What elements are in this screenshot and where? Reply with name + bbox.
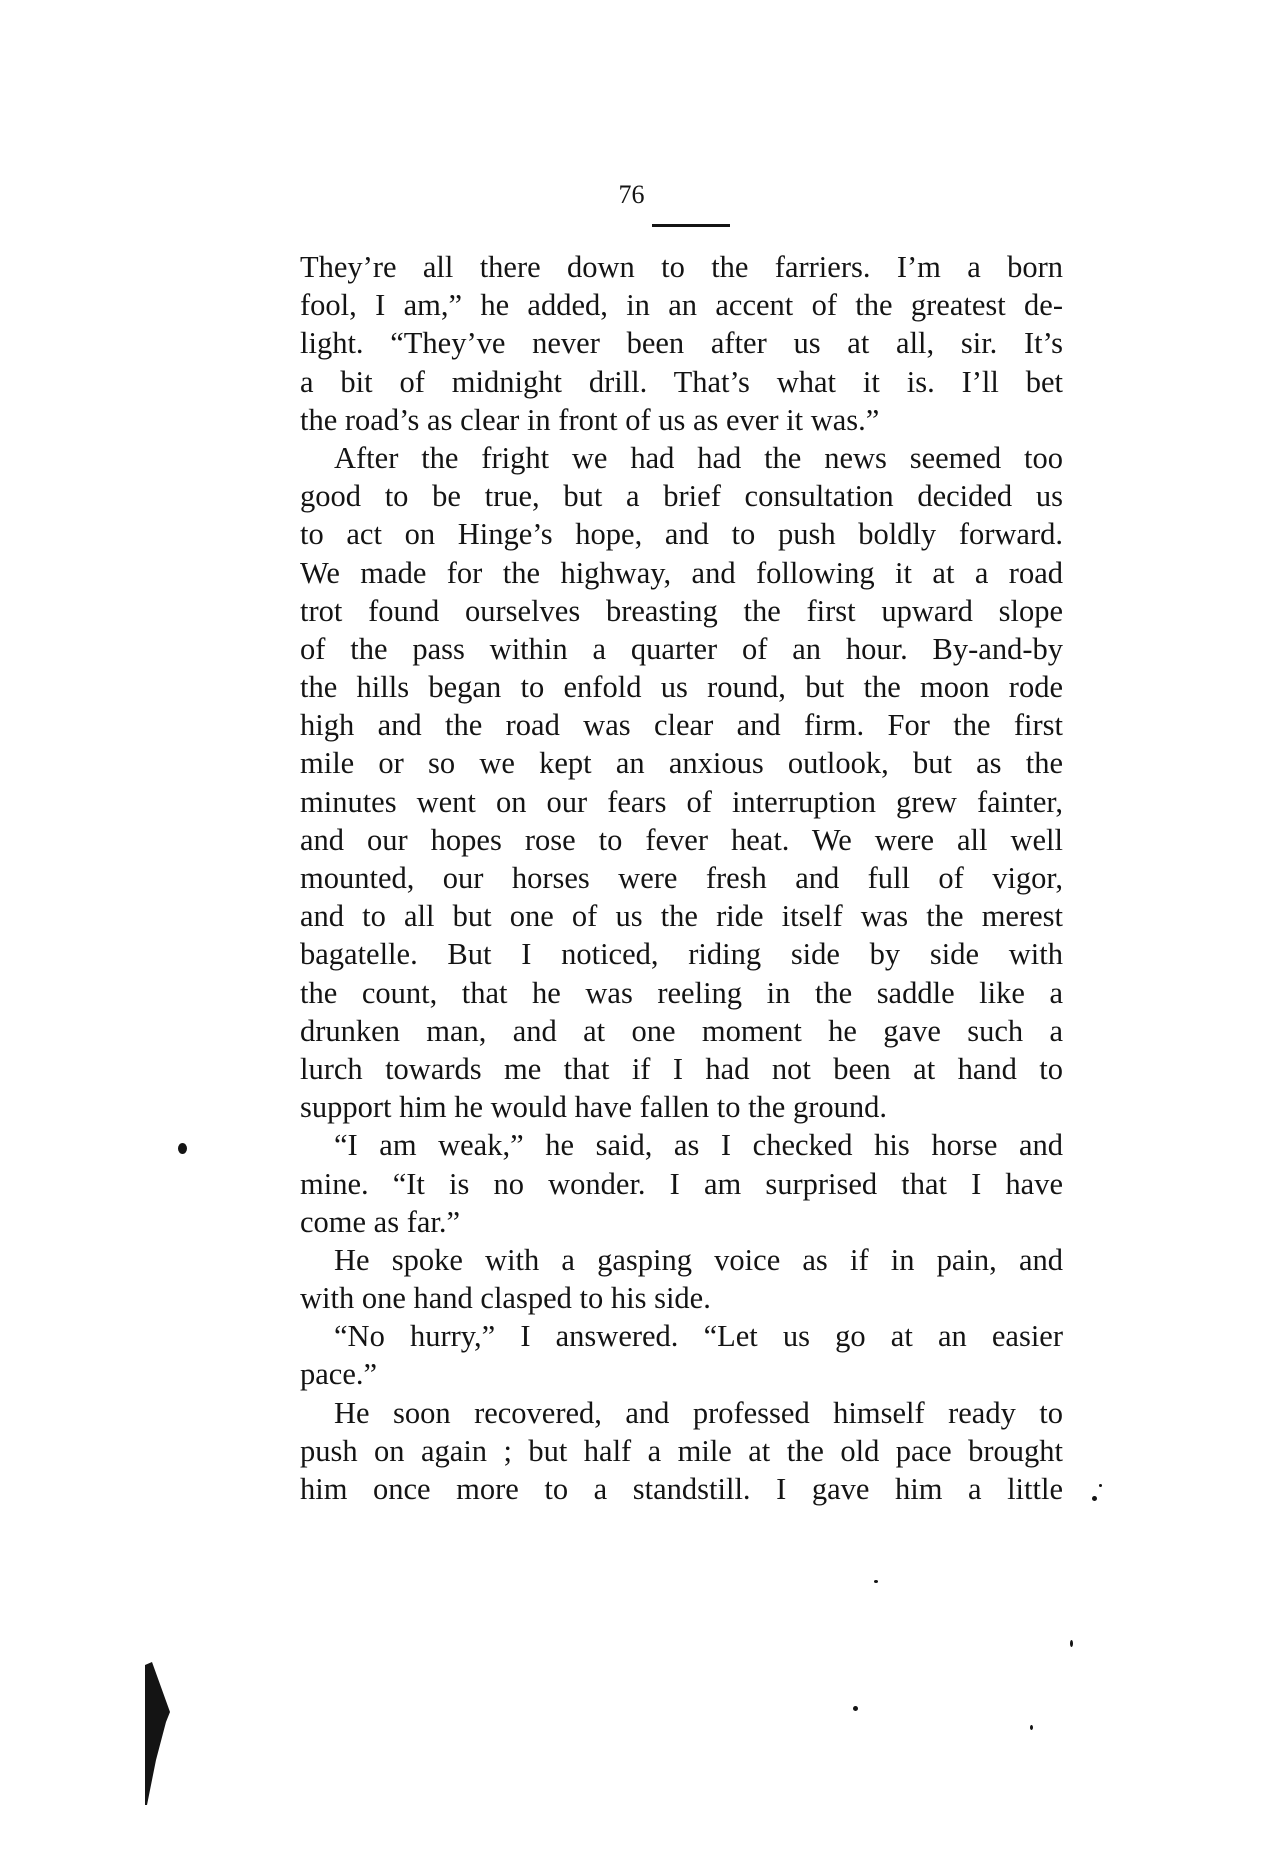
text-line: the count, that he was reeling in the saddle like a [300,975,1063,1010]
text-line: bagatelle. But I noticed, riding side by side with [300,937,1063,972]
text-line: He soon recovered, and professed himself ready to [334,1395,1063,1430]
text-line: “I am weak,” he said, as I checked his horse and [334,1128,1063,1163]
text-line: to act on Hinge’s hope, and to push boldly forward. [300,517,1063,552]
text-line: lurch towards me that if I had not been at hand to [300,1051,1063,1086]
text-line: mine. “It is no wonder. I am surprised that I have [300,1166,1063,1201]
text-line: a bit of midnight drill. That’s what it is. I’ll bet [300,364,1063,399]
text-line: of the pass within a quarter of an hour. By-and-by [300,631,1063,666]
text-line: and to all but one of us the ride itself was the merest [300,899,1063,934]
text-line: He spoke with a gasping voice as if in pain, and [334,1242,1063,1277]
text-line: minutes went on our fears of interruption grew fainter, [300,784,1063,819]
text-line: come as far.” [300,1204,461,1239]
binding-edge-shape [145,1662,170,1805]
text-line: him once more to a standstill. I gave him a little [300,1472,1063,1506]
text-line: We made for the highway, and following it at a road [300,555,1063,590]
text-line: trot found ourselves breasting the first upward slope [300,593,1063,628]
text-line: pace.” [300,1357,378,1392]
page-number: 76 [618,180,645,209]
text-line: and our hopes rose to fever heat. We were all well [300,822,1063,857]
text-line: mounted, our horses were fresh and full of vigor, [300,861,1063,895]
text-line: push on again ; but half a mile at the old pace brought [300,1433,1063,1468]
text-line: mile or so we kept an anxious outlook, but as the [300,746,1063,781]
text-line: high and the road was clear and firm. For the first [300,708,1063,743]
text-line: support him he would have fallen to the ground. [300,1090,888,1125]
text-line: fool, I am,” he added, in an accent of the greatest de- [300,288,1063,323]
text-line: They’re all there down to the farriers. I’m a born [300,250,1063,284]
text-line: After the fright we had had the news seemed too [334,440,1063,475]
text-line: the hills began to enfold us round, but the moon rode [300,670,1063,705]
text-line: good to be true, but a brief consultation decided us [300,479,1063,514]
text-line: drunken man, and at one moment he gave such a [300,1013,1063,1048]
text-line: light. “They’ve never been after us at all, sir. It’s [300,326,1063,361]
text-line: with one hand clasped to his side. [300,1281,711,1316]
text-line: “No hurry,” I answered. “Let us go at an easier [334,1319,1063,1354]
text-line: the road’s as clear in front of us as ever it was.” [300,402,880,437]
